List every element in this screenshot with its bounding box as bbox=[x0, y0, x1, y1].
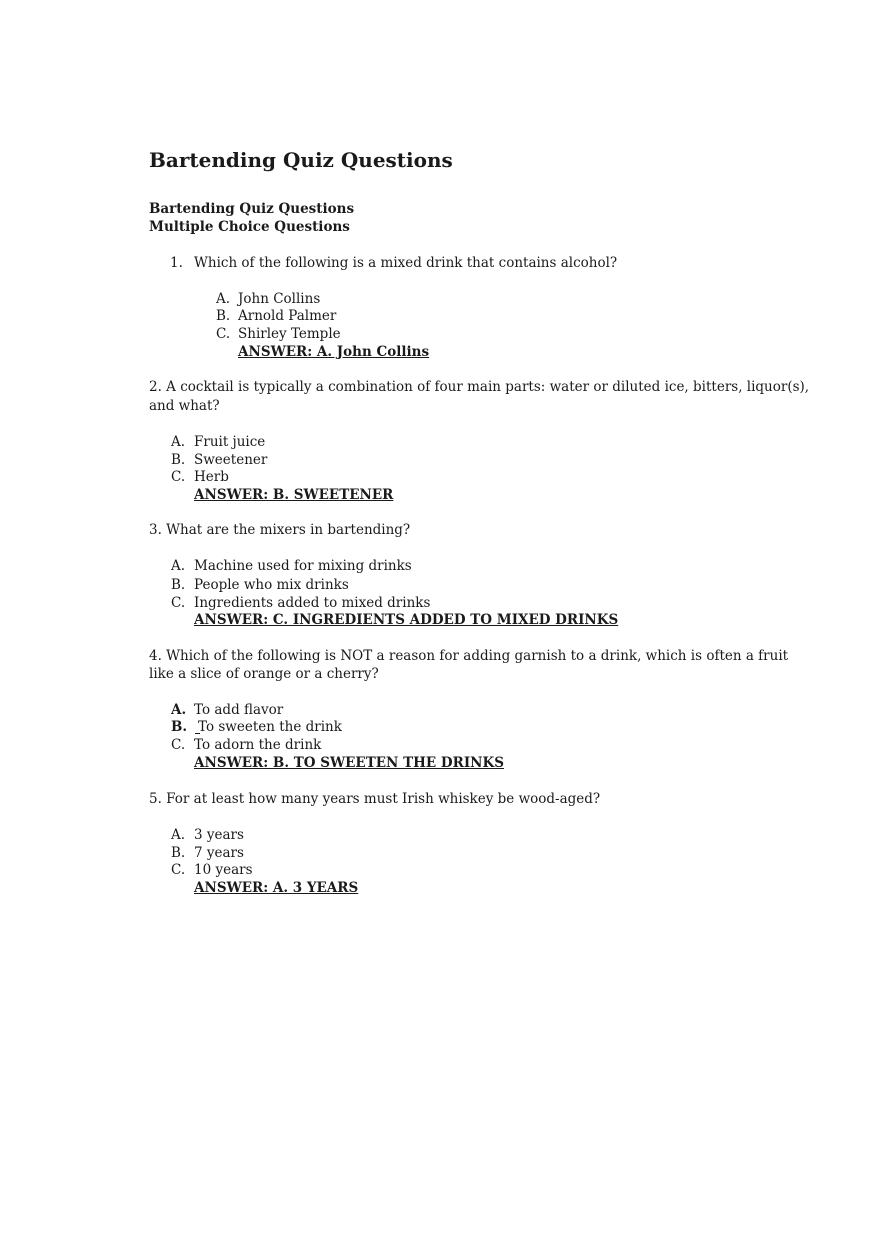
option-text: Ingredients added to mixed drinks bbox=[194, 595, 431, 611]
option-letter: B. bbox=[216, 308, 231, 324]
option-letter: B. bbox=[171, 719, 188, 735]
question-text: Which of the following is a mixed drink that contains alcohol? bbox=[194, 255, 618, 271]
option-letter: C. bbox=[171, 737, 186, 753]
option-text: 3 years bbox=[194, 827, 244, 843]
option-text: Arnold Palmer bbox=[238, 308, 337, 324]
answer-text: ANSWER: C. INGREDIENTS ADDED TO MIXED DRINKS bbox=[194, 612, 619, 628]
option-text: Shirley Temple bbox=[238, 326, 341, 342]
option-letter: C. bbox=[171, 862, 186, 878]
option-letter: C. bbox=[171, 469, 186, 485]
question-text-line-2: like a slice of orange or a cherry? bbox=[149, 666, 379, 682]
option-text: To add flavor bbox=[194, 702, 284, 718]
option-text: Sweetener bbox=[194, 452, 268, 468]
section-heading: Multiple Choice Questions bbox=[149, 219, 350, 235]
option-text: To adorn the drink bbox=[194, 737, 322, 753]
option-letter: B. bbox=[171, 845, 186, 861]
question-text: 3. What are the mixers in bartending? bbox=[149, 522, 411, 538]
option-text: 10 years bbox=[194, 862, 253, 878]
option-text: John Collins bbox=[238, 291, 321, 307]
option-text: 7 years bbox=[194, 845, 244, 861]
answer-text: ANSWER: B. SWEETENER bbox=[194, 487, 394, 503]
option-text: Herb bbox=[194, 469, 229, 485]
question-text-line-2: and what? bbox=[149, 398, 220, 414]
option-letter: B. bbox=[171, 452, 186, 468]
option-letter: A. bbox=[171, 702, 187, 718]
option-letter: A. bbox=[216, 291, 231, 307]
option-text: Fruit juice bbox=[194, 434, 266, 450]
answer-text: ANSWER: A. John Collins bbox=[238, 344, 430, 360]
option-letter: A. bbox=[171, 434, 186, 450]
option-letter: B. bbox=[171, 577, 186, 593]
answer-text: ANSWER: B. TO SWEETEN THE DRINKS bbox=[194, 755, 504, 771]
option-text: Machine used for mixing drinks bbox=[194, 558, 412, 574]
question-text: 5. For at least how many years must Irish whiskey be wood-aged? bbox=[149, 791, 601, 807]
option-letter: A. bbox=[171, 558, 186, 574]
document-title: Bartending Quiz Questions bbox=[149, 148, 453, 172]
question-number: 1. bbox=[170, 255, 183, 271]
option-text: To sweeten the drink bbox=[198, 719, 342, 735]
option-letter: C. bbox=[216, 326, 231, 342]
question-text-line-1: 2. A cocktail is typically a combination of four main parts: water or diluted ice, bitters, liquor(s), bbox=[149, 379, 810, 395]
option-letter: A. bbox=[171, 827, 186, 843]
answer-text: ANSWER: A. 3 YEARS bbox=[194, 880, 359, 896]
option-letter: C. bbox=[171, 595, 186, 611]
question-text-line-1: 4. Which of the following is NOT a reason for adding garnish to a drink, which is often a fruit bbox=[149, 648, 789, 664]
option-text: People who mix drinks bbox=[194, 577, 349, 593]
document-subtitle: Bartending Quiz Questions bbox=[149, 201, 355, 217]
